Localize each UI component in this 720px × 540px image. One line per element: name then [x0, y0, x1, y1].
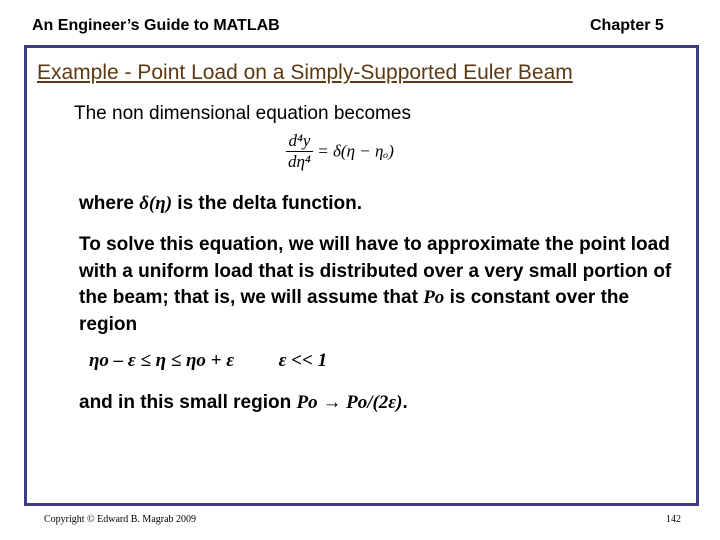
paragraph-suffix: is constant over the region: [79, 287, 630, 335]
equation-numerator: d⁴y: [286, 131, 313, 152]
equation-fraction: [286, 131, 313, 172]
where-line: [79, 193, 362, 215]
conclusion-expression: Po → Po/(2ε): [296, 392, 403, 413]
intro-text: The non dimensional equation becomes: [74, 103, 411, 124]
conclusion-suffix: .: [402, 392, 408, 413]
slide-title: Example - Point Load on a Simply-Supported Euler Beam: [37, 61, 573, 84]
chapter-label: Chapter 5: [590, 17, 664, 34]
where-prefix: where: [79, 193, 140, 214]
where-suffix: is the delta function.: [172, 193, 363, 214]
conclusion-prefix: and in this small region: [79, 392, 297, 413]
inequality: [89, 350, 327, 372]
delta-symbol: δ(η): [139, 193, 173, 214]
copyright: Copyright © Edward B. Magrab 2009: [44, 514, 197, 525]
equation-rhs: = δ(η − ηₒ): [317, 141, 394, 161]
page-number: 142: [666, 514, 681, 525]
explanation-paragraph: [79, 232, 679, 338]
inequality-condition: ε << 1: [278, 350, 328, 371]
equation-denominator: dη⁴: [288, 152, 311, 171]
equation: [286, 131, 394, 172]
paragraph-text: To solve this equation, we will have to approximate the point load with a uniform load that is distributed over a very small portion of the beam; that is, we will assume that: [79, 234, 672, 308]
conclusion-line: [79, 392, 408, 414]
po-symbol: Po: [423, 287, 445, 308]
book-title: An Engineer’s Guide to MATLAB: [32, 17, 280, 34]
inequality-range: ηo – ε ≤ η ≤ ηo + ε: [89, 350, 235, 371]
